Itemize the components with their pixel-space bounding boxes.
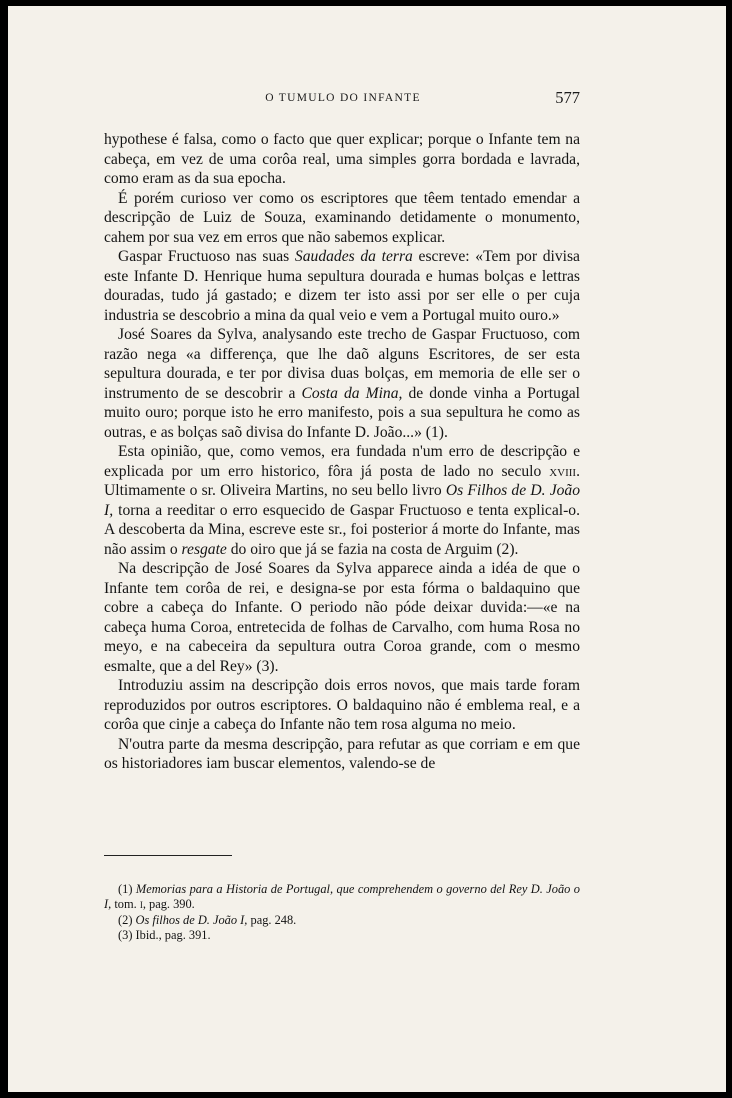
text-run: José Soares da Sylva, analysando este trecho de Gaspar Fructuoso, com razão nega «a differença, que lhe daõ alguns Escritores, de ser esta sepultura dourada, e ter por divisa duas bolças, em memoria de elle ser o instrumento de se descobrir a — [104, 326, 580, 402]
paragraph — [104, 247, 580, 325]
paragraph — [104, 735, 580, 774]
text-run: hypothese é falsa, como o facto que quer explicar; porque o Infante tem na cabeça, em vez de uma corôa real, uma simples gorra bordada e lavrada, como eram as da sua epocha. — [104, 131, 580, 187]
text-run: escreve: «Tem por divisa este Infante D. Henrique huma sepultura dourada e humas bolças e lettras douradas, tudo já gastado; e dizem ter isto assi por ser elle o per cuja industria se descobrio a mina da qual veio e vem a Portugal muito ouro.» — [104, 248, 580, 324]
text-run: Na descripção de José Soares da Sylva apparece ainda a idéa de que o Infante tem corôa de rei, e designa-se por esta fórma o baldaquino que cobre a cabeça do Infante. O periodo não póde deixar duvida:—«e na cabeça huma Coroa, entretecida de folhas de Carvalho, com huma Rosa no meyo, e na cabeceira da sepultura outra Coroa grande, com o mesmo esmalte, que a del Rey» (3). — [104, 560, 580, 675]
text-run: (1) — [118, 882, 136, 896]
paragraph — [104, 189, 580, 248]
paragraph — [104, 130, 580, 189]
text-run: Introduziu assim na descripção dois erros novos, que mais tarde foram reproduzidos por outros escriptores. O baldaquino não é emblema real, e a corôa que cinje a cabeça do Infante não tem rosa alguma no meio. — [104, 677, 580, 733]
text-run: (3) Ibid., pag. 391. — [118, 928, 211, 943]
text-run: de donde vinha a Portugal muito ouro; porque isto he erro manifesto, pois a sua sepultura he como as outras, e as bolças saõ divisa do Infante D. João...» (1). — [104, 384, 580, 441]
text-run: do oiro que já se fazia na costa de Arguim (2). — [226, 540, 519, 558]
paragraph — [104, 325, 580, 442]
main-text — [104, 130, 580, 774]
text-run: tom. — [111, 897, 140, 912]
footnote — [104, 928, 580, 943]
paragraph — [104, 442, 580, 559]
italic-text: resgate — [181, 540, 227, 558]
small-caps-text: i — [139, 897, 143, 912]
paragraph — [104, 676, 580, 735]
page-number: 577 — [555, 88, 580, 107]
footnote-rule — [104, 855, 232, 856]
book-page — [8, 6, 726, 1092]
text-run: N'outra parte da mesma descripção, para refutar as que corriam e em que os historiadores iam buscar elementos, valendo-se de — [104, 735, 580, 772]
text-run: . Ultimamente o sr. Oliveira Martins, no seu bello livro — [104, 462, 580, 499]
italic-text: Saudades da terra — [294, 248, 413, 265]
running-title: O TUMULO DO INFANTE — [265, 92, 421, 104]
page-header — [106, 88, 580, 112]
footnote — [104, 913, 580, 928]
text-run: , pag. 390. — [142, 897, 195, 912]
text-run: É porém curioso ver como os escriptores que têem tentado emendar a descripção de Luiz de Souza, examinando detidamente o monumento, cahem por sua vez em erros que não sabemos explicar. — [104, 189, 580, 246]
footnotes — [104, 882, 580, 944]
italic-text: Memorias para a Historia de Portugal, que comprehendem o governo del Rey D. João o I, — [104, 882, 580, 912]
text-run: (2) — [118, 912, 136, 927]
paragraph — [104, 559, 580, 676]
text-run: Gaspar Fructuoso nas suas — [118, 248, 295, 265]
footnote — [104, 882, 580, 913]
text-run: torna a reeditar o erro esquecido de Gaspar Fructuoso e tenta explical-o. A descoberta da Mina, escreve este sr., foi posterior á morte do Infante, mas não assim o — [104, 501, 580, 558]
italic-text: Costa da Mina, — [301, 384, 403, 402]
italic-text: Os filhos de D. João I, — [135, 912, 248, 927]
text-run: pag. 248. — [247, 912, 297, 927]
italic-text: Os Filhos de D. João I, — [104, 482, 581, 519]
text-run: Esta opinião, que, como vemos, era fundada n'um erro de descripção e explicada por um erro historico, fôra já posta de lado no seculo — [104, 443, 580, 480]
small-caps-text: xviii — [549, 462, 577, 480]
